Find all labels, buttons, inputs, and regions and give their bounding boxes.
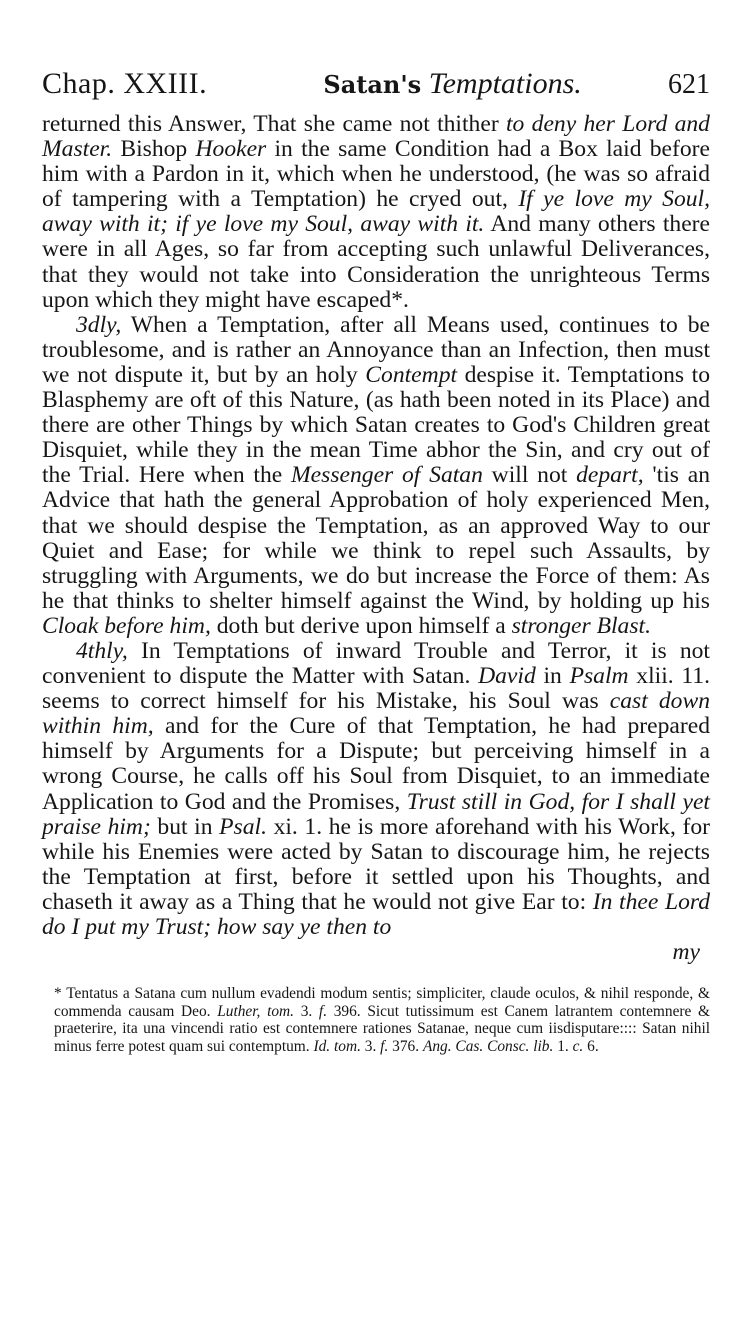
text-run: When a Temptation, after all Means used, continues to be troublesome, and is rather an Annoyance than an Infection, then must we not dispute it, but by an holy — [42, 311, 710, 388]
chapter-label: Chap. XXIII. — [42, 67, 208, 100]
text-run: 6. — [583, 1037, 599, 1055]
paragraph-continued — [42, 112, 710, 313]
italic-run: f. — [318, 1002, 328, 1020]
text-run: 3. — [294, 1002, 319, 1020]
catchword-text: my — [672, 939, 700, 966]
italic-run: cast down within him, — [42, 688, 710, 740]
text-run: xlii. 11. seems to correct himself for his Mistake, his Soul was — [42, 663, 710, 715]
paragraph-fourthly — [42, 639, 710, 940]
text-run: * Tentatus a Satana cum nullum evadendi modum sentis; simpliciter, claude oculos, & nihil responde, & commenda causam Deo. — [54, 985, 710, 1020]
running-title — [323, 66, 581, 103]
page-number: 621 — [668, 69, 710, 100]
text-run: xi. 1. he is more aforehand with his Work, for while his Enemies were acted by Satan to discourage him, he rejects the Temptation at first, before it settled upon his Thoughts, and chaseth it away as a Thing that he would not give Ear to: — [42, 813, 710, 915]
text-run: and for the Cure of that Temptation, he had prepared himself by Arguments for a Dispute; but perceiving himself in a wrong Course, he calls off his Soul from Disquiet, to an immediate Application to God and the Promises, — [42, 713, 710, 815]
text-run: 376. — [388, 1037, 423, 1055]
text-run: And many others there were in all Ages, so far from accepting such unlawful Deliverances, that they would not take into Consideration the unrighteous Terms upon which they might have escaped*. — [42, 211, 711, 313]
footnote — [54, 985, 710, 1055]
italic-run: Psalm — [569, 663, 629, 690]
italic-run: stronger Blast. — [511, 612, 651, 639]
italic-run: Trust still in God, for I shall yet praise him; — [42, 788, 710, 840]
text-run: doth but derive upon himself a — [210, 612, 512, 639]
italic-run: Cloak before him, — [42, 612, 211, 639]
catchword — [42, 940, 710, 965]
text-run: 'tis an Advice that hath the general Approbation of holy experienced Men, that we should despise the Temptation, as an approved Way to our Quiet and Ease; for while we think to repel such Assaults, by struggling with Arguments, we do but increase the Force of them: As he that thinks to shelter himself against the Wind, by holding up his — [42, 462, 710, 614]
italic-run: Messenger of Satan — [291, 462, 483, 489]
text-run: 396. Sicut tutissimum est Canem latrantem contemnere & praeterire, ita una vincendi ratio est contemnere rationes Satanae, neque cum iisdisputare:::: Satan nihil minus ferre potest quam sui contemptum. — [54, 1002, 711, 1055]
italic-run: Psal. — [219, 813, 267, 840]
text-run: in — [535, 663, 570, 690]
text-run: Bishop — [112, 136, 196, 163]
body-text — [42, 112, 710, 965]
paragraph-thirdly — [42, 313, 710, 639]
italic-run: depart, — [576, 462, 644, 489]
italic-run: to deny her Lord and Master. — [42, 111, 710, 163]
italic-run: Hooker — [195, 136, 267, 163]
text-run: will not — [482, 462, 577, 489]
text-run: despise it. Temptations to Blasphemy are oft of this Nature, (as hath been noted in its Place) and there are other Things by which Satan creates to God's Children great Disquiet, while they in the mean Time abhor the Sin, and cry out of the Trial. Here when the — [42, 361, 710, 489]
text-run: 1. — [553, 1037, 573, 1055]
text-run: returned this Answer, That she came not thither — [42, 111, 506, 137]
italic-run: If ye love my Soul, away with it; if ye love my Soul, away with it. — [42, 186, 711, 238]
italic-run: Id. tom. — [313, 1037, 361, 1055]
running-header — [42, 66, 710, 106]
italic-run: c. — [572, 1037, 584, 1055]
italic-run: Ang. Cas. Consc. lib. — [422, 1037, 554, 1055]
text-run: but in — [150, 813, 220, 840]
italic-run: 3dly, — [76, 311, 122, 338]
text-run: In Temptations of inward Trouble and Terror, it is not convenient to dispute the Matter with Satan. — [42, 637, 710, 690]
italic-run: David — [478, 663, 536, 690]
text-run: 3. — [360, 1037, 381, 1055]
italic-run: Contempt — [365, 361, 458, 388]
italic-run: Luther, tom. — [217, 1002, 295, 1020]
italic-run: In thee Lord do I put my Trust; how say ye then to — [42, 888, 710, 940]
italic-run: f. — [380, 1037, 389, 1055]
running-title-blackletter: Satan's — [323, 70, 422, 99]
book-page — [42, 66, 710, 1055]
italic-run: 4thly, — [76, 637, 128, 664]
text-run: in the same Condition had a Box laid before him with a Pardon in it, which when he understood, (he was so afraid of tampering with a Temptation) he cryed out, — [42, 136, 710, 213]
running-title-italic: Temptations. — [428, 67, 582, 100]
